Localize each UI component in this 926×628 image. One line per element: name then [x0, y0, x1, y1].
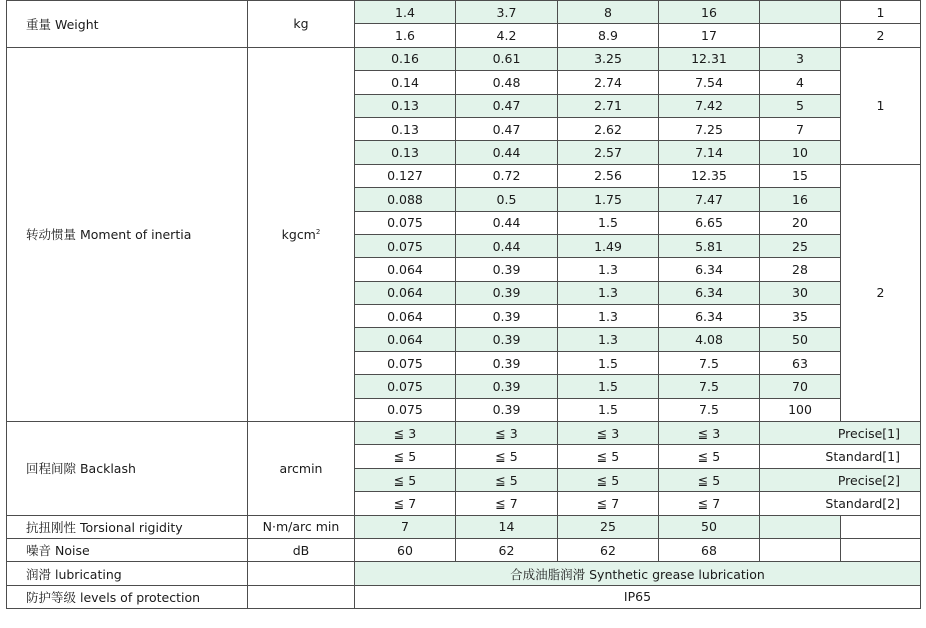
value-cell: 16: [659, 1, 760, 24]
lubricating-label: 润滑 lubricating: [7, 562, 248, 585]
value-cell: 0.44: [456, 234, 558, 257]
lubricating-unit: [248, 562, 355, 585]
value-cell: 0.14: [355, 71, 456, 94]
ratio-cell: 15: [760, 164, 841, 187]
value-cell: 2.57: [558, 141, 659, 164]
value-cell: 7.54: [659, 71, 760, 94]
value-cell: ≦ 3: [659, 422, 760, 445]
value-cell: 6.34: [659, 258, 760, 281]
lubricating-value: 合成油脂润滑 Synthetic grease lubrication: [355, 562, 921, 585]
table-row: [7, 47, 921, 70]
value-cell: 0.47: [456, 117, 558, 140]
value-cell: 6.34: [659, 281, 760, 304]
value-cell: 7.5: [659, 351, 760, 374]
value-cell: 0.39: [456, 328, 558, 351]
value-cell: 1.3: [558, 305, 659, 328]
value-cell: 0.39: [456, 351, 558, 374]
value-cell: 0.39: [456, 258, 558, 281]
value-cell: 8: [558, 1, 659, 24]
value-cell: 50: [659, 515, 760, 538]
value-cell: 3.25: [558, 47, 659, 70]
empty-cell: [760, 538, 841, 561]
value-cell: 0.72: [456, 164, 558, 187]
value-cell: 0.5: [456, 188, 558, 211]
table-row: [7, 562, 921, 585]
value-cell: 0.075: [355, 234, 456, 257]
value-cell: 0.47: [456, 94, 558, 117]
value-cell: 1.3: [558, 328, 659, 351]
value-cell: 7.5: [659, 375, 760, 398]
value-cell: 3.7: [456, 1, 558, 24]
rigidity-unit: N·m/arc min: [248, 515, 355, 538]
ratio-cell: 4: [760, 71, 841, 94]
value-cell: ≦ 5: [659, 445, 760, 468]
value-cell: 4.08: [659, 328, 760, 351]
unit-superscript: 2: [315, 227, 321, 236]
value-cell: 1.3: [558, 281, 659, 304]
grade-cell: Precise[1]: [760, 422, 921, 445]
backlash-unit: arcmin: [248, 422, 355, 516]
ratio-cell: 100: [760, 398, 841, 421]
value-cell: 14: [456, 515, 558, 538]
value-cell: 7.47: [659, 188, 760, 211]
value-cell: 1.5: [558, 211, 659, 234]
value-cell: 12.35: [659, 164, 760, 187]
inertia-label: 转动惯量 Moment of inertia: [7, 47, 248, 421]
ratio-cell: 16: [760, 188, 841, 211]
grade-cell: Standard[2]: [760, 492, 921, 515]
ratio-cell: 5: [760, 94, 841, 117]
weight-unit: kg: [248, 1, 355, 48]
value-cell: 0.064: [355, 258, 456, 281]
value-cell: 0.075: [355, 351, 456, 374]
value-cell: 7.25: [659, 117, 760, 140]
value-cell: ≦ 7: [659, 492, 760, 515]
ratio-cell: 30: [760, 281, 841, 304]
value-cell: 0.075: [355, 398, 456, 421]
value-cell: 6.65: [659, 211, 760, 234]
stage-cell: 1: [841, 47, 921, 164]
value-cell: 8.9: [558, 24, 659, 47]
value-cell: 0.127: [355, 164, 456, 187]
value-cell: 5.81: [659, 234, 760, 257]
value-cell: 0.13: [355, 141, 456, 164]
value-cell: 0.075: [355, 211, 456, 234]
value-cell: ≦ 5: [355, 468, 456, 491]
protection-value: IP65: [355, 585, 921, 608]
value-cell: 6.34: [659, 305, 760, 328]
ratio-cell: 63: [760, 351, 841, 374]
table-row: [7, 585, 921, 608]
value-cell: 0.44: [456, 141, 558, 164]
value-cell: 0.13: [355, 117, 456, 140]
ratio-cell: 10: [760, 141, 841, 164]
value-cell: 62: [456, 538, 558, 561]
table-row: [7, 422, 921, 445]
value-cell: 1.6: [355, 24, 456, 47]
grade-cell: Standard[1]: [760, 445, 921, 468]
noise-unit: dB: [248, 538, 355, 561]
value-cell: 1.4: [355, 1, 456, 24]
value-cell: 1.5: [558, 398, 659, 421]
ratio-cell: [760, 24, 841, 47]
value-cell: 0.064: [355, 281, 456, 304]
value-cell: 12.31: [659, 47, 760, 70]
stage-cell: 2: [841, 164, 921, 421]
value-cell: 7.42: [659, 94, 760, 117]
value-cell: ≦ 7: [558, 492, 659, 515]
value-cell: 7: [355, 515, 456, 538]
value-cell: 1.5: [558, 351, 659, 374]
value-cell: ≦ 5: [456, 468, 558, 491]
value-cell: 0.16: [355, 47, 456, 70]
value-cell: ≦ 7: [456, 492, 558, 515]
value-cell: ≦ 5: [558, 445, 659, 468]
value-cell: 0.088: [355, 188, 456, 211]
value-cell: ≦ 3: [456, 422, 558, 445]
value-cell: 7.14: [659, 141, 760, 164]
value-cell: ≦ 3: [355, 422, 456, 445]
empty-cell: [841, 538, 921, 561]
ratio-cell: 50: [760, 328, 841, 351]
value-cell: 0.064: [355, 328, 456, 351]
ratio-cell: 7: [760, 117, 841, 140]
grade-cell: Precise[2]: [760, 468, 921, 491]
value-cell: 0.39: [456, 398, 558, 421]
value-cell: 1.75: [558, 188, 659, 211]
ratio-cell: 70: [760, 375, 841, 398]
value-cell: 2.71: [558, 94, 659, 117]
value-cell: 0.39: [456, 305, 558, 328]
value-cell: ≦ 5: [456, 445, 558, 468]
rigidity-label: 抗扭刚性 Torsional rigidity: [7, 515, 248, 538]
value-cell: 17: [659, 24, 760, 47]
table-row: [7, 1, 921, 24]
inertia-unit: [248, 47, 355, 421]
value-cell: 2.74: [558, 71, 659, 94]
empty-cell: [760, 515, 841, 538]
empty-cell: [841, 515, 921, 538]
value-cell: 1.5: [558, 375, 659, 398]
value-cell: 1.49: [558, 234, 659, 257]
stage-cell: 1: [841, 1, 921, 24]
protection-label: 防护等级 levels of protection: [7, 585, 248, 608]
value-cell: 0.48: [456, 71, 558, 94]
value-cell: 1.3: [558, 258, 659, 281]
value-cell: 2.56: [558, 164, 659, 187]
weight-label: 重量 Weight: [7, 1, 248, 48]
value-cell: 0.39: [456, 375, 558, 398]
value-cell: 0.064: [355, 305, 456, 328]
ratio-cell: [760, 1, 841, 24]
table-row: [7, 515, 921, 538]
noise-label: 噪音 Noise: [7, 538, 248, 561]
ratio-cell: 25: [760, 234, 841, 257]
unit-text: kgcm: [281, 226, 316, 242]
value-cell: 25: [558, 515, 659, 538]
value-cell: 60: [355, 538, 456, 561]
value-cell: 0.13: [355, 94, 456, 117]
value-cell: 62: [558, 538, 659, 561]
stage-cell: 2: [841, 24, 921, 47]
ratio-cell: 3: [760, 47, 841, 70]
value-cell: 7.5: [659, 398, 760, 421]
ratio-cell: 35: [760, 305, 841, 328]
value-cell: 0.44: [456, 211, 558, 234]
value-cell: 4.2: [456, 24, 558, 47]
value-cell: 0.61: [456, 47, 558, 70]
value-cell: ≦ 7: [355, 492, 456, 515]
value-cell: ≦ 5: [659, 468, 760, 491]
ratio-cell: 28: [760, 258, 841, 281]
value-cell: 0.39: [456, 281, 558, 304]
backlash-label: 回程间隙 Backlash: [7, 422, 248, 516]
ratio-cell: 20: [760, 211, 841, 234]
protection-unit: [248, 585, 355, 608]
value-cell: ≦ 3: [558, 422, 659, 445]
value-cell: 68: [659, 538, 760, 561]
value-cell: 0.075: [355, 375, 456, 398]
value-cell: 2.62: [558, 117, 659, 140]
value-cell: ≦ 5: [355, 445, 456, 468]
table-row: [7, 538, 921, 561]
value-cell: ≦ 5: [558, 468, 659, 491]
spec-table: [6, 0, 921, 609]
